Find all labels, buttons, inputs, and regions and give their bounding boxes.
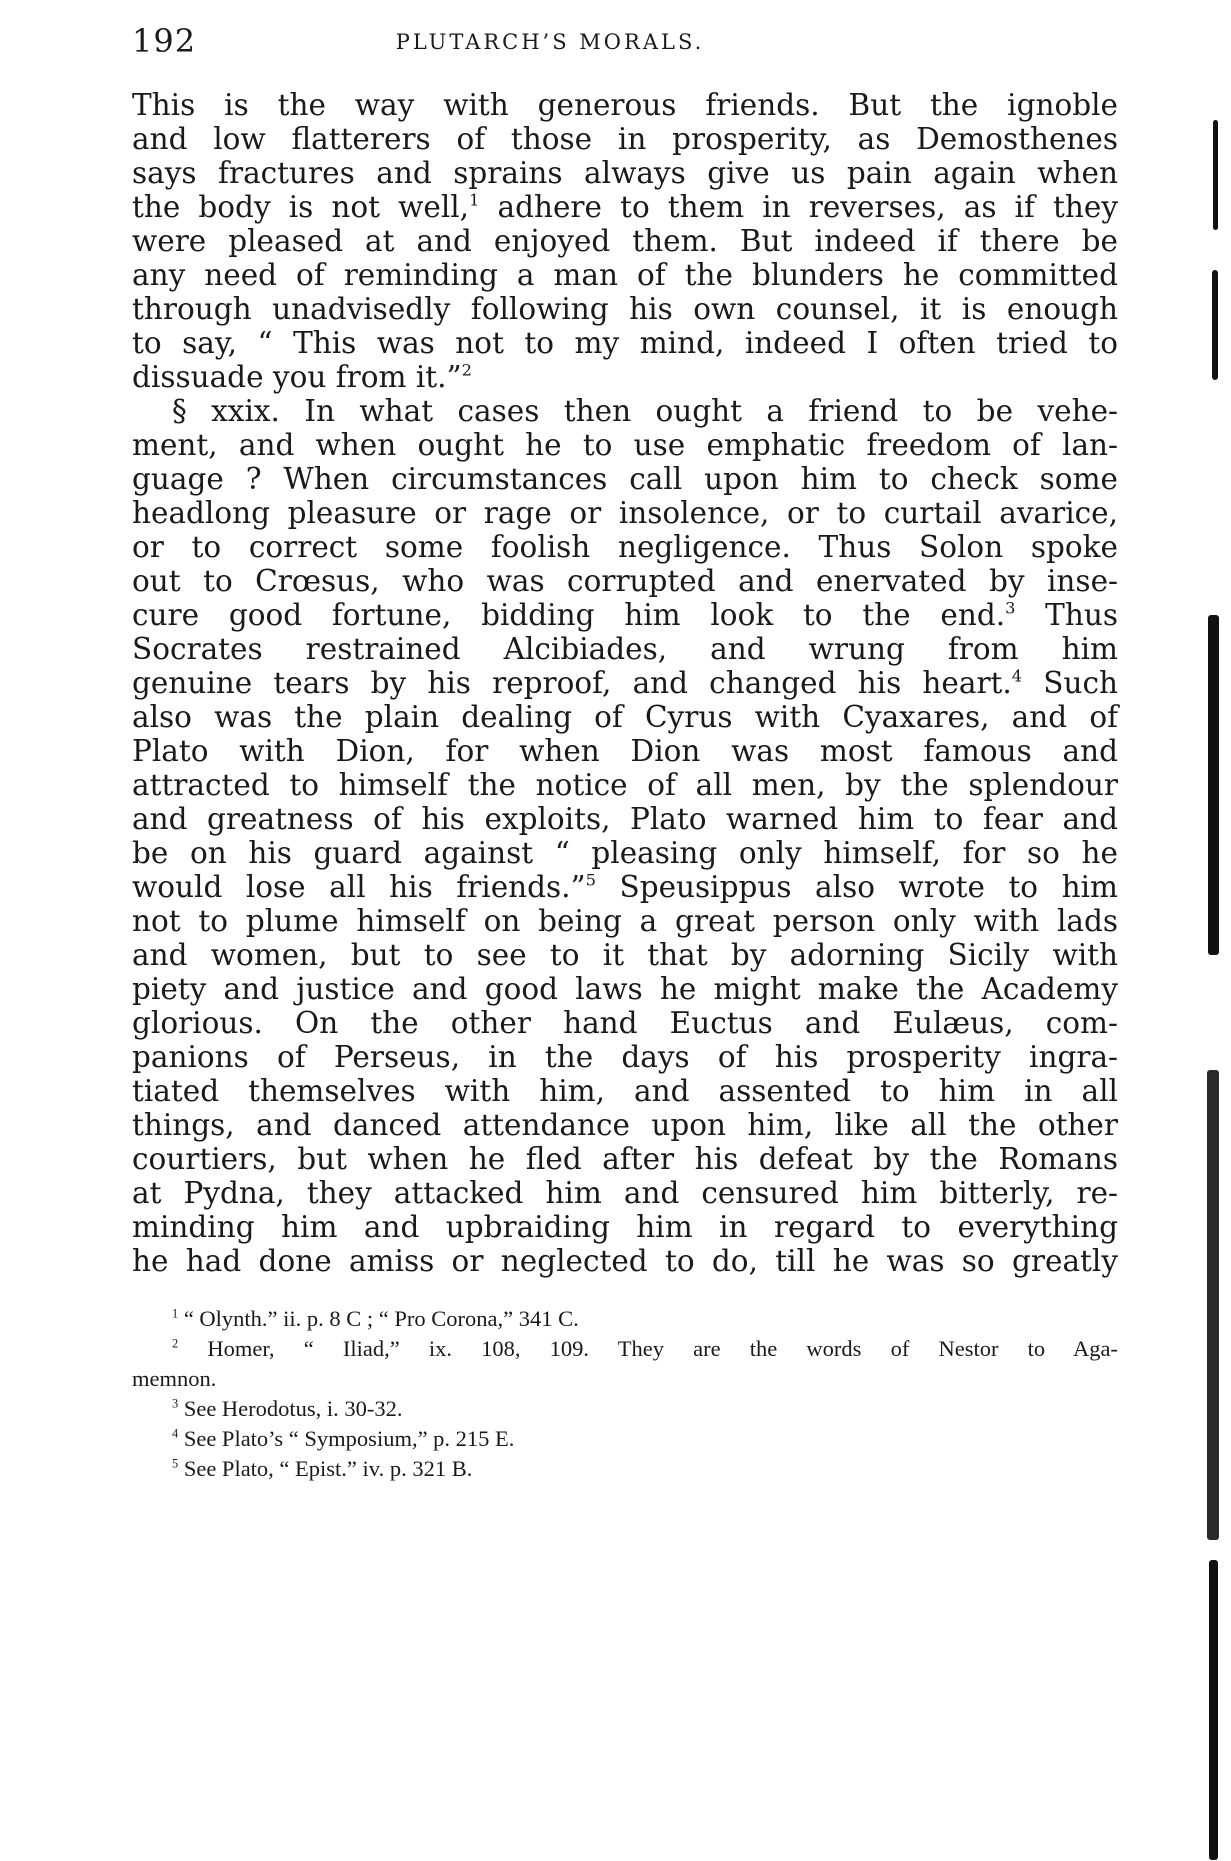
text-line: glorious. On the other hand Euctus and Eulæus, com- [132, 1006, 1118, 1040]
text-line: to say, “ This was not to my mind, indeed I often tried to [132, 326, 1118, 360]
footnote-mark: 2 [172, 1336, 179, 1351]
text-line: says fractures and sprains always give us pain again when [132, 156, 1118, 190]
text-line: any need of reminding a man of the blunders he committed [132, 258, 1118, 292]
text-line: were pleased at and enjoyed them. But indeed if there be [132, 224, 1118, 258]
scan-edge-mark [1212, 270, 1218, 380]
scan-edge-mark [1207, 1070, 1219, 1540]
text-line: ment, and when ought he to use emphatic freedom of lan- [132, 428, 1118, 462]
text-line: he had done amiss or neglected to do, till he was so greatly [132, 1244, 1118, 1278]
footnote: $^3$ See Herodotus, i. 30-32. [172, 1396, 403, 1421]
footnote: $^5$ See Plato, “ Epist.” iv. p. 321 B. [172, 1456, 473, 1481]
text-line: piety and justice and good laws he might make the Academy [132, 972, 1118, 1006]
text-line: attracted to himself the notice of all men, by the splendour [132, 768, 1118, 802]
text-line: genuine tears by his reproof, and changed his heart.$^4$ Such [132, 666, 1118, 700]
scan-edge-mark [1209, 1560, 1218, 1860]
footnote-mark: 3 [172, 1396, 179, 1411]
text-line: tiated themselves with him, and assented to him in all [132, 1074, 1118, 1108]
text-line: Plato with Dion, for when Dion was most famous and [132, 734, 1118, 768]
footnote-ref: 5 [585, 870, 596, 890]
text-line: and greatness of his exploits, Plato warned him to fear and [132, 802, 1118, 836]
text-line: out to Crœsus, who was corrupted and enervated by inse- [132, 564, 1118, 598]
text-line: panions of Perseus, in the days of his prosperity ingra- [132, 1040, 1118, 1074]
text-line: things, and danced attendance upon him, like all the other [132, 1108, 1118, 1142]
page-number: 192 [132, 22, 197, 60]
footnote: $^4$ See Plato’s “ Symposium,” p. 215 E. [172, 1426, 515, 1451]
footnote: $^1$ “ Olynth.” ii. p. 8 C ; “ Pro Corona,” 341 C. [172, 1306, 579, 1331]
text-line: also was the plain dealing of Cyrus with Cyaxares, and of [132, 700, 1118, 734]
footnote-mark: 1 [172, 1306, 179, 1321]
footnote-mark: 5 [172, 1456, 179, 1471]
text-line: minding him and upbraiding him in regard to everything [132, 1210, 1118, 1244]
footnote-ref: 4 [1011, 666, 1023, 686]
footnote-ref: 3 [1005, 598, 1016, 618]
text-line: at Pydna, they attacked him and censured him bitterly, re- [132, 1176, 1118, 1210]
text-line: through unadvisedly following his own counsel, it is enough [132, 292, 1118, 326]
running-title: PLUTARCH’S MORALS. [395, 30, 705, 54]
text-line: This is the way with generous friends. But the ignoble [132, 88, 1118, 122]
text-line: and women, but to see to it that by adorning Sicily with [132, 938, 1118, 972]
text-line: cure good fortune, bidding him look to the end.$^3$ Thus [132, 598, 1118, 632]
section-heading-line: § xxix. In what cases then ought a friend to be vehe- [172, 394, 1118, 428]
text-line: dissuade you from it.”$^2$ [132, 360, 472, 394]
footnote: $^2$ Homer, “ Iliad,” ix. 108, 109. They are the words of Nestor to Aga- [172, 1336, 1118, 1361]
text-line: headlong pleasure or rage or insolence, or to curtail avarice, [132, 496, 1118, 530]
text-line: guage ? When circumstances call upon him to check some [132, 462, 1118, 496]
scan-edge-mark [1208, 615, 1219, 955]
text-line: would lose all his friends.”$^5$ Speusippus also wrote to him [132, 870, 1118, 904]
text-line: the body is not well,$^1$ adhere to them in reverses, as if they [132, 190, 1118, 224]
text-line: not to plume himself on being a great person only with lads [132, 904, 1118, 938]
text-line: or to correct some foolish negligence. Thus Solon spoke [132, 530, 1118, 564]
text-line: courtiers, but when he fled after his defeat by the Romans [132, 1142, 1118, 1176]
scan-edge-mark [1213, 120, 1218, 230]
text-line: Socrates restrained Alcibiades, and wrung from him [132, 632, 1118, 666]
text-line: and low flatterers of those in prosperity, as Demosthenes [132, 122, 1118, 156]
footnote-ref: 2 [461, 360, 472, 380]
text-line: be on his guard against “ pleasing only himself, for so he [132, 836, 1118, 870]
footnote-mark: 4 [172, 1426, 179, 1441]
footnote-continuation: memnon. [132, 1366, 217, 1391]
footnote-ref: 1 [469, 190, 480, 210]
